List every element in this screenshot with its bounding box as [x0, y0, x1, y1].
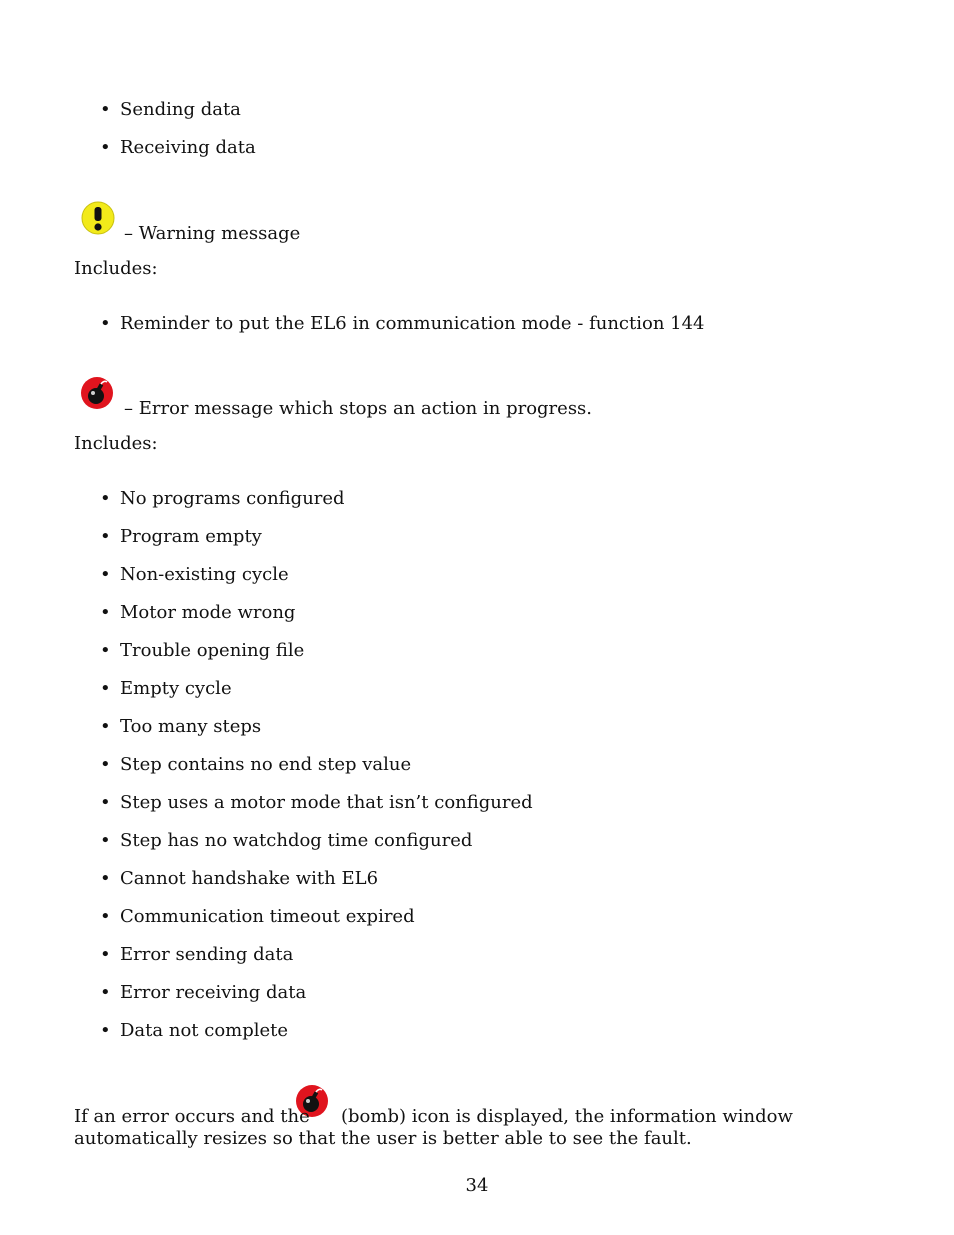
bullet-marker: •	[100, 488, 111, 509]
includes-label: Includes:	[74, 433, 158, 454]
bullet-marker: •	[100, 830, 111, 851]
warning-exclamation-icon	[80, 200, 116, 236]
list-item: Error sending data	[120, 944, 294, 965]
list-item: No programs configured	[120, 488, 345, 509]
list-item: Trouble opening file	[120, 640, 305, 661]
bullet-marker: •	[100, 944, 111, 965]
includes-label: Includes:	[74, 258, 158, 279]
bullet-marker: •	[100, 754, 111, 775]
list-item: Step uses a motor mode that isn’t configured	[120, 792, 533, 813]
list-item: Too many steps	[120, 716, 262, 737]
page-number: 34	[465, 1175, 489, 1196]
bullet-marker: •	[100, 526, 111, 547]
error-caption: – Error message which stops an action in progress.	[124, 398, 593, 419]
bullet-marker: •	[100, 99, 111, 120]
bullet-marker: •	[100, 313, 111, 334]
bullet-marker: •	[100, 640, 111, 661]
list-item: Step contains no end step value	[120, 754, 412, 775]
bullet-marker: •	[100, 982, 111, 1003]
closing-paragraph: (bomb) icon is displayed, the information window automatically resizes so that the user is better able to see the fault.	[74, 1106, 793, 1149]
bullet-marker: •	[100, 868, 111, 889]
list-item: Program empty	[120, 526, 262, 547]
bullet-marker: •	[100, 906, 111, 927]
list-item: Communication timeout expired	[120, 906, 415, 927]
warning-caption: – Warning message	[124, 223, 301, 244]
list-item: Empty cycle	[120, 678, 232, 699]
list-item: Sending data	[120, 99, 241, 120]
list-item: Receiving data	[120, 137, 256, 158]
bullet-marker: •	[100, 792, 111, 813]
bullet-marker: •	[100, 564, 111, 585]
list-item: Motor mode wrong	[120, 602, 296, 623]
bomb-icon	[79, 375, 115, 411]
list-item: Non-existing cycle	[120, 564, 289, 585]
bullet-marker: •	[100, 678, 111, 699]
closing-text-before-icon: If an error occurs and the	[74, 1106, 310, 1127]
bullet-marker: •	[100, 137, 111, 158]
list-item: Step has no watchdog time configured	[120, 830, 473, 851]
bullet-marker: •	[100, 1020, 111, 1041]
list-item: Cannot handshake with EL6	[120, 868, 379, 889]
bullet-marker: •	[100, 602, 111, 623]
bullet-marker: •	[100, 716, 111, 737]
list-item: Reminder to put the EL6 in communication mode - function 144	[120, 313, 705, 334]
list-item: Data not complete	[120, 1020, 289, 1041]
list-item: Error receiving data	[120, 982, 307, 1003]
